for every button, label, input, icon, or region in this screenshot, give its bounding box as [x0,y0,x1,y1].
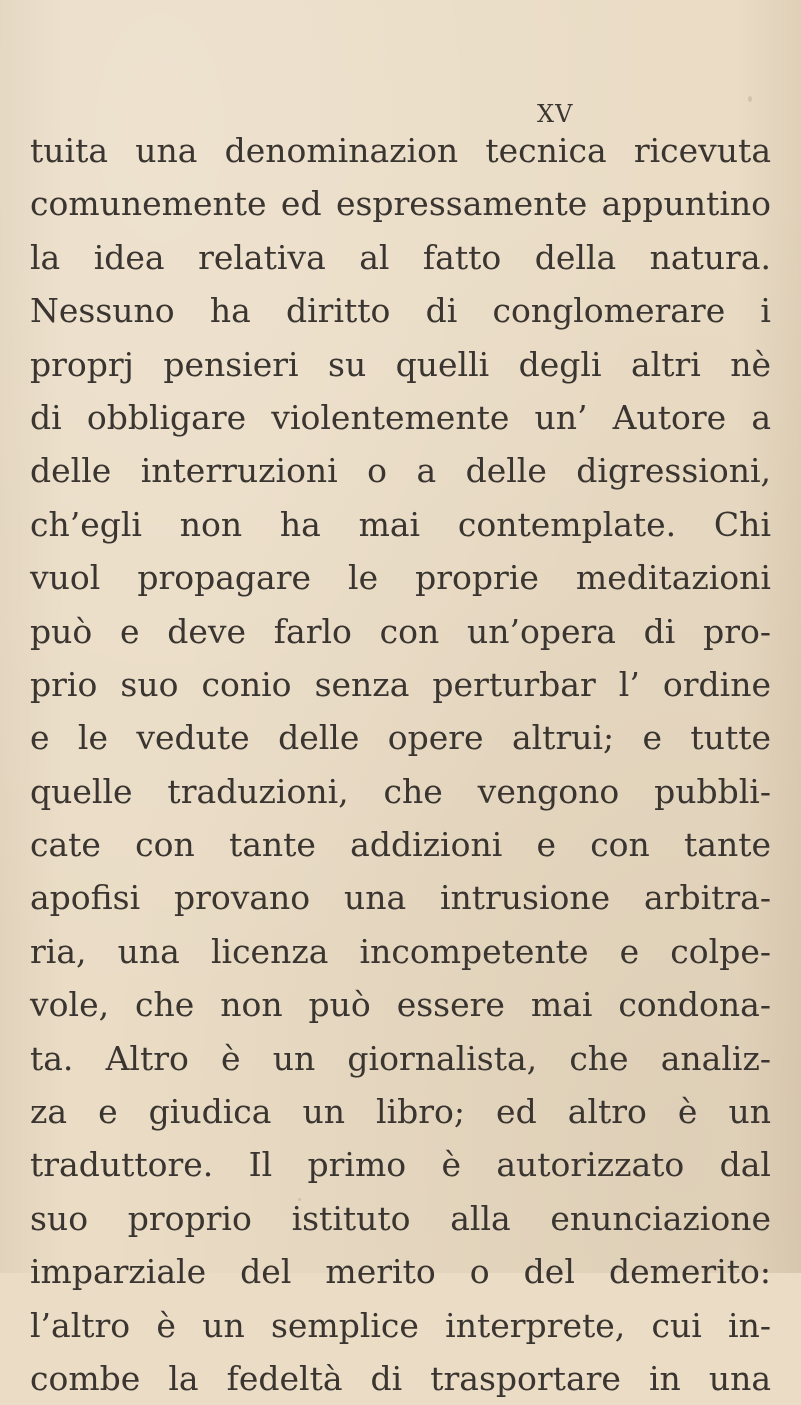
text-line: cate con tante addizioni e con tante [30,825,771,865]
text-line: e le vedute delle opere altrui; e tutte [30,718,771,758]
text-line: traduttore. Il primo è autorizzato dal [30,1145,771,1185]
text-line: vole, che non può essere mai condona- [30,985,771,1025]
text-line: suo proprio istituto alla enunciazione [30,1198,771,1238]
text-line: comunemente ed espressamente appuntino [30,184,771,224]
page-number: XV [537,100,574,128]
text-line: Nessuno ha diritto di conglomerare i [30,291,771,331]
text-line: tuita una denominazion tecnica ricevuta [30,131,771,170]
paper-stain [748,96,752,102]
text-line: la idea relativa al fatto della natura. [30,237,771,277]
body-text [30,124,771,1405]
text-line: può e deve farlo con un’opera di pro- [30,611,771,651]
text-line: quelle traduzioni, che vengono pubbli- [30,771,771,811]
text-line: combe la fedeltà di trasportare in una [30,1358,771,1398]
text-line: za e giudica un libro; ed altro è un [30,1092,771,1132]
text-line: ta. Altro è un giornalista, che analiz- [30,1038,771,1078]
text-line: l’altro è un semplice interprete, cui in- [30,1305,771,1345]
text-line: delle interruzioni o a delle digressioni, [30,451,771,491]
text-line: proprj pensieri su quelli degli altri nè [30,344,771,384]
text-line: imparziale del merito o del demerito: [30,1252,771,1292]
text-line: apofisi provano una intrusione arbitra- [30,878,771,918]
text-line: vuol propagare le proprie meditazioni [30,558,771,598]
text-line: di obbligare violentemente un’ Autore a [30,397,771,437]
text-line: ch’egli non ha mai contemplate. Chi [30,504,771,544]
text-line: ria, una licenza incompetente e colpe- [30,931,771,971]
text-line: prio suo conio senza perturbar l’ ordine [30,664,771,704]
